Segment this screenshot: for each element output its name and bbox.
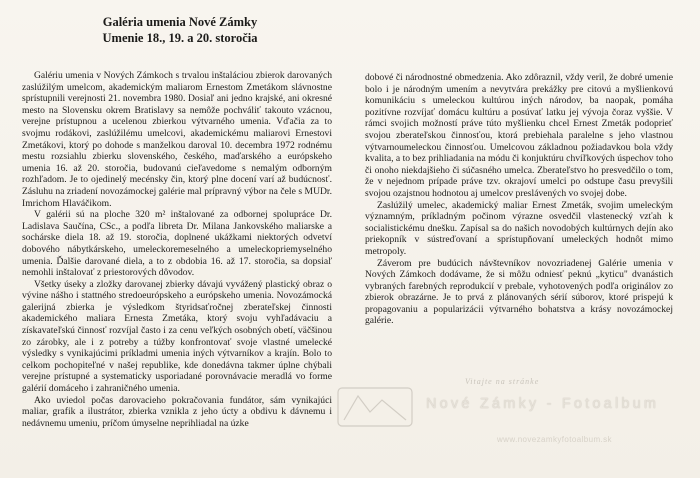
watermark-caption: Vitajte na stránke [465,377,540,386]
paragraph: Galériu umenia v Nových Zámkoch s trvalou inštaláciou zbierok darovaných zaslúžilým umelcom, akademickým maliarom Ernestom Zmetákom slávnostne sprístupnili verejnosti 21. novembra 1980. Dosiaľ ani jedno krajské, ani okresné mesto na Slovensku okrem Bratislavy sa nemôže pochváliť takouto vzácnou, verejne prístupnou a ucelenou zbierkou výtvarného umenia. Vďačia za to svojmu rodákovi, zaslúžilému umelcovi, akademickému maliarovi Ernestovi Zmetákovi, ktorý po dohode s manželkou daroval 10. decembra 1972 rodnému mestu rozsiahlu zbierku slovenského, českého, maďarského a európskeho umenia 16. až 20. storočia, budovanú cieľavedome s nemalým odborným rozhľadom. Je to ojedinelý mecénsky čin, ktorý plne docení varí až budúcnosť. Zásluhu na zriadení novozámockej galérie mal prípravný výbor na čele s MUDr. Imrichom Hlaváčikom. [22,70,332,209]
left-text-column [22,70,332,429]
title-line-2: Umenie 18., 19. a 20. storočia [102,31,258,45]
watermark-title: Nové Zámky - Fotoalbum [426,396,660,412]
right-text-column [365,72,673,327]
paragraph: Ako uviedol počas darovacieho pokračovania fundátor, sám vynikajúci maliar, grafik a ilustrátor, zbierka vznikla z jeho úcty a obdivu k dávnemu i nedávnemu umeniu, príčom úmyselne neprihliadal na úzke [22,394,332,429]
paragraph: V galérii sú na ploche 320 m² inštalované za odbornej spolupráce Dr. Ladislava Saučína, CSc., a podľa libreta Dr. Milana Jankovského maliarske a sochárske diela 18. až 19. storočia, doplnené ukážkami niektorých odvetví dobového nábytkárskeho, umeleckoremeselného a umeleckopriemyselného umenia. Ďalšie darované diela, a to z obdobia 16. až 17. storočia, sa dopsiaľ nemohli inštalovať z priestorových dôvodov. [22,209,332,279]
paragraph: Zaslúžilý umelec, akademický maliar Ernest Zmeták, svojim umeleckým významným, príkladným počinom výrazne osvedčil vlastenecký vzťah k socialistickému dnešku. Zapísal sa do našich novodobých kultúrnych dejín ako priekopník v sústreďovaní a sprístupňovaní umeleckých hodnôt mimo metropoly. [365,199,673,257]
paragraph: Záverom pre budúcich návštevníkov novozriadenej Galérie umenia v Nových Zámkoch dodávame, že si môžu odniesť peknú „kyticu" dvanástich vybraných farebných reprodukcií v prebale, vyhotovených podľa originálov zo zbierok obrazárne. Je to prvá z plánovaných sérií súborov, ktoré prispejú k propagovaniu a popularizácii výtvarného bohatstva a krásy novozámockej galérie. [365,257,673,327]
watermark-logo [330,382,420,432]
title-line-1: Galéria umenia Nové Zámky [102,15,258,29]
page-title [20,14,340,46]
watermark-url: www.novezamkyfotoalbum.sk [497,435,612,444]
paragraph: dobové či národnostné obmedzenia. Ako zdôraznil, vždy veril, že dobré umenie bolo i je národným umením a nevytvára prekážky pre citovú a myšlienkovú komunikáciu s umeleckou kultúrou iných národov, ba naopak, pomáha pozitívne rozvíjať domácu kultúru a posúvať latku jej vývoja čoraz vyššie. V rámci svojich možností práve túto myšlienku chcel Ernest Zmeták podoprieť svojou zberateľskou činnosťou, ktorá prebiehala paralelne s jeho vlastnou výtvarnoumeleckou činnosťou. Umelcovou základnou požiadavkou bola vždy kvalita, a to bez prihliadania na módu či konjuktúru chvíľkových úspechov toho či onoho niekdajšieho či súčasného umelca. Zberateľstvo ho presvedčilo o tom, že v nejednom prípade práve tzv. okrajoví umelci po odstupe času prevyšili svojou ozajstnou hodnotou aj umelcov preslávených vo svojej dobe. [365,72,673,199]
paragraph: Všetky úseky a zložky darovanej zbierky dávajú vyvážený plastický obraz o vývine nášho i stattného stredoeurópskeho a európskeho umenia. Novozámocká galerijná zbierka je výsledkom štyridsaťročnej zberateľskej činnosti akademického maliara Ernesta Zmetáka, ktorý svoju vyhľadávaciu a získavateľskú činnosť rozvíjal často i za cenu veľkých osobných obetí, väčšinou zo zárobky, ale i z potreby a túžby konfrontovať svoje vlastné umelecké výsledky s vynikajúcimi príkladmi umenia iných výtvarníkov a krajín. Bolo to celkom pochopiteľné v našej republike, kde donedávna takmer úplne chýbali verejne prístupné a systematicky usporiadané porovnávacie meradlá vo forme galérií domáceho i zahraničného umenia. [22,278,332,395]
